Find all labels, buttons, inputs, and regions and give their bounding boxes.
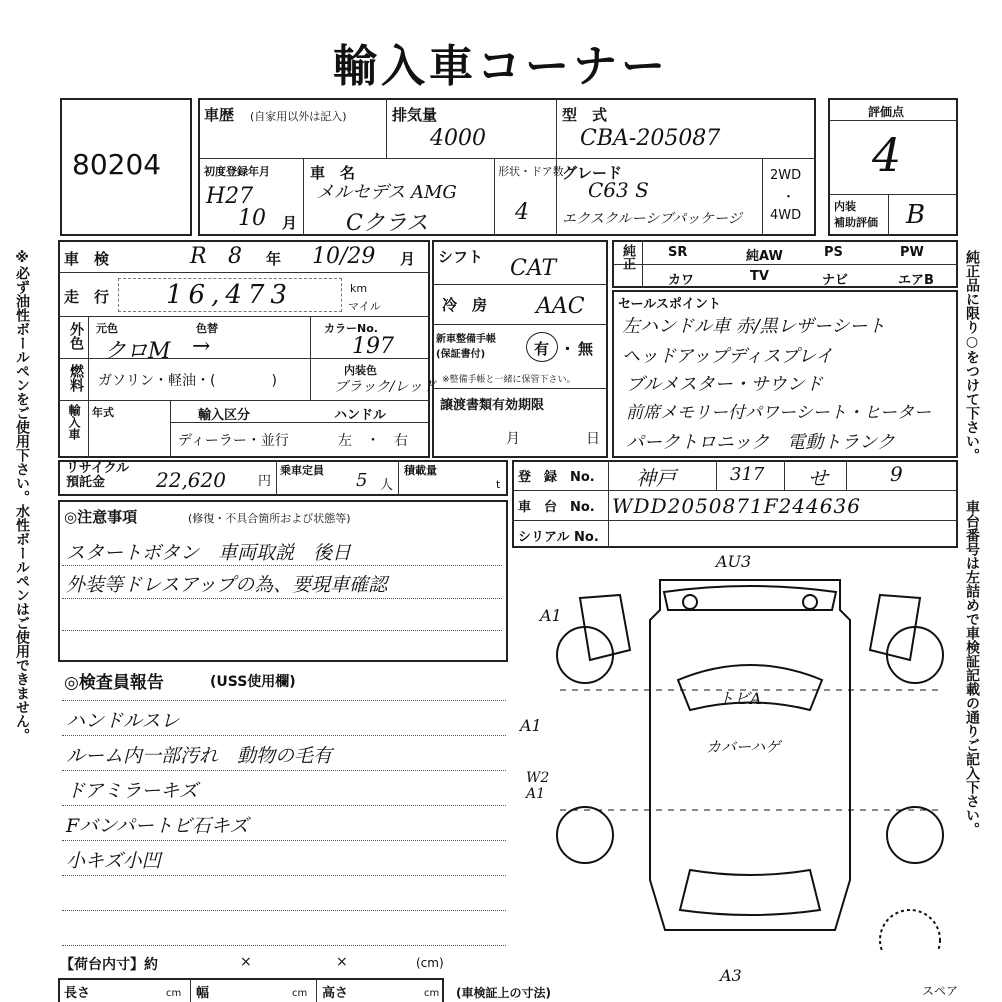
inspection-month-unit: 月 [400,250,416,268]
cargo-width-label: 幅 [196,986,210,1001]
lot-number: 80204 [72,148,162,181]
fuel-side-label: 燃料 [68,364,84,392]
manual-yes: 有 [534,340,550,358]
equip-airbag: エアB [898,273,934,288]
inspector-sub: (USS使用欄) [210,674,296,690]
car-front-bumper [664,586,836,610]
color-arrow: → [192,334,211,359]
equip-ps: PS [824,245,843,260]
mileage-value: 16,473 [166,280,293,310]
lot-number-box [60,98,192,236]
cargo-height-unit: cm [424,988,440,999]
load-label: 積載量 [404,464,437,477]
color-code: 197 [352,334,394,359]
diagram-label-tobi: トビA [718,689,762,708]
spare-tire [880,910,940,950]
chassis-label: 車 台 No. [518,500,595,515]
car-rear-window [680,870,820,915]
mileage-unit-mile: マイル [348,300,381,313]
transfer-label: 譲渡書類有効期限 [440,398,545,413]
grade-value: 4 [872,128,902,182]
first-reg-year: H27 [206,184,254,209]
car-name-line2: Cクラス [346,211,429,236]
import-class-value: ディーラー・並行 [178,433,289,449]
inspection-year: 8 [228,244,242,269]
diagram-label-a1-front: A1 [540,606,562,625]
diagram-label-cover: カバーハゲ [706,738,781,756]
cargo-x1: × [240,954,252,970]
inspector-line-3: ドアミラーキズ [66,780,199,802]
interior-color-label: 内装色 [344,364,377,377]
grade-info-line1: C63 S [588,178,649,202]
serial-label: シリアル No. [518,530,599,545]
cargo-dimensions-grid [58,978,444,1002]
cargo-note: (車検証上の寸法) [456,986,551,1000]
manual-label: 新車整備手帳 (保証書付) [436,334,496,360]
sales-points-label: セールスポイント [618,297,721,312]
cargo-unit: (cm) [416,956,444,970]
diagram-label-w2: W2 [526,770,550,786]
color-orig-label: 元色 [96,322,118,335]
drive-2wd: 2WD [770,168,802,183]
notes-sub: (修復・不具合箇所および状態等) [188,512,351,525]
equip-leather: カワ [668,273,695,288]
page-title: 輸入車コーナー [333,41,669,92]
equip-aw: 純AW [746,249,783,264]
drive-dot: ・ [782,190,796,205]
headlight-right [803,595,817,609]
inspector-line-1: ハンドルスレ [66,710,180,732]
mileage-label: 走 行 [64,288,110,306]
manual-note: ※整備手帳と一緒に保管下さい。 [442,375,576,385]
load-unit: t [496,478,501,491]
grade-info-line2: エクスクルーシブパッケージ [562,211,742,227]
wheel-rear-right [887,807,943,863]
manual-sep: ・ [560,340,576,358]
sales-line-4: 前席メモリー付パワーシート・ヒーター [626,403,931,423]
cargo-width-unit: cm [292,988,308,999]
inspection-era: R [190,244,207,269]
shift-value: CAT [510,256,557,281]
equip-sr: SR [668,245,688,260]
first-reg-month: 10 [238,206,266,231]
capacity-label: 乗車定員 [280,464,324,477]
diagram-label-spare: スペア [922,984,959,998]
equip-navi: ナビ [822,273,849,288]
import-side-label: 輸入車 [67,404,81,440]
inspection-date: 10/29 [312,244,376,269]
side-note-right-top: 純正品に限り○をつけて下さい。 [964,250,980,462]
import-handle-label: ハンドル [334,408,387,423]
grade-info-label: グレード [562,164,623,182]
car-name-line1: メルセデス AMG [316,182,457,203]
side-note-left: ※必ず油性ボールペンをご使用下さい。水性ボールペンはご使用できません。 [14,250,30,742]
doors-label: 形状・ドア数 [498,165,564,178]
grade-label: 評価点 [868,105,905,119]
capacity-unit: 人 [380,478,394,493]
registration-place: 神戸 [636,466,676,490]
import-year-label: 年式 [92,406,114,419]
model-label: 型 式 [562,106,608,124]
sales-line-1: 左ハンドル車 赤/黒レザーシート [622,316,886,337]
recycle-value: 22,620 [156,468,226,492]
color-side-label: 外色 [68,322,84,350]
diagram-label-a1-rear: A1 [526,786,546,802]
transfer-month: 月 [506,431,520,447]
interior-label: 内装 補助評価 [834,200,878,229]
notes-label: ◎注意事項 [64,508,138,526]
fuel-options: ガソリン・軽油・( ) [98,373,277,389]
transfer-day: 日 [586,431,600,447]
recycle-label: リサイクル 預託金 [66,461,130,490]
color-code-label: カラーNo. [324,322,378,335]
doors-value: 4 [515,200,529,225]
mileage-unit-km: km [350,282,368,295]
aircon-label: 冷 房 [442,296,488,314]
cargo-length-label: 長さ [64,986,91,1001]
aircon-value: AAC [536,294,585,319]
wheel-front-left [557,627,613,683]
inspector-line-5: 小キズ小凹 [66,850,161,872]
equip-tv: TV [750,269,769,284]
wheel-rear-left [557,807,613,863]
equip-label: 純正 [620,244,635,270]
recycle-unit: 円 [258,474,272,489]
notes-line-2: 外装等ドレスアップの為、要現車確認 [66,574,388,596]
registration-num: 9 [890,462,903,486]
history-label: 車歴 [204,106,235,124]
inspection-year-unit: 年 [266,250,282,268]
registration-label: 登 録 No. [518,470,595,485]
inspector-line-2: ルーム内一部汚れ 動物の毛有 [66,745,333,767]
car-name-label: 車 名 [310,164,356,182]
chassis-value: WDD2050871F244636 [612,494,861,518]
inspector-label: ◎検査員報告 [64,673,164,693]
color-change-label: 色替 [196,322,218,335]
sales-line-2: ヘッドアップディスプレイ [622,346,834,367]
first-reg-label: 初度登録年月 [204,165,270,178]
equip-pw: PW [900,245,924,260]
cargo-label: 【荷台内寸】約 [60,957,158,973]
model-value: CBA-205087 [580,126,721,151]
sales-line-5: パークトロニック 電動トランク [626,432,895,453]
notes-line-1: スタートボタン 車両取説 後日 [66,542,352,564]
color-orig: クロM [104,339,171,364]
headlight-left [683,595,697,609]
import-handle-value: 左 ・ 右 [338,433,408,449]
cargo-height-label: 高さ [322,986,349,1001]
displacement-value: 4000 [430,126,486,151]
diagram-label-a1-mid: A1 [520,716,542,735]
drive-4wd: 4WD [770,208,802,223]
first-reg-month-unit: 月 [282,214,298,232]
manual-yes-circle [526,332,558,362]
inspector-line-4: Fバンパートビ石キズ [66,815,249,837]
sales-line-3: ブルメスター・サウンド [626,374,823,395]
interior-color: ブラック/レッド [334,379,437,395]
side-note-right-bottom: 車台番号は左詰めで車検証記載の通りご記入下さい。 [964,500,980,836]
wheel-front-right [887,627,943,683]
diagram-label-a3: A3 [720,966,742,985]
capacity-value: 5 [356,470,368,491]
registration-kana: せ [808,466,828,490]
cargo-x2: × [336,954,348,970]
shift-label: シフト [438,248,484,266]
interior-value: B [906,200,926,230]
manual-no: 無 [578,340,594,358]
cargo-length-unit: cm [166,988,182,999]
diagram-label-au3: AU3 [716,552,752,571]
import-class-label: 輸入区分 [198,408,251,423]
history-note: (自家用以外は記入) [250,110,347,123]
registration-class: 317 [730,464,765,485]
inspection-label: 車 検 [64,250,110,268]
displacement-label: 排気量 [392,106,438,124]
